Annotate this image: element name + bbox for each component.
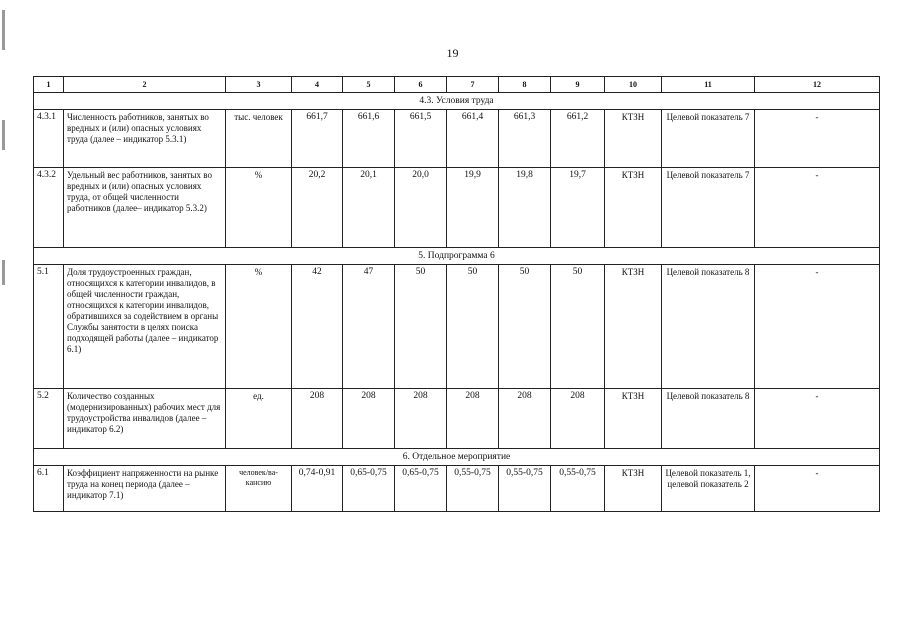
target-link: Целевой показатель 7 — [662, 168, 755, 248]
value-cell: 0,55-0,75 — [447, 466, 499, 512]
column-number: 5 — [343, 77, 395, 93]
unit: ед. — [226, 389, 292, 449]
unit: % — [226, 265, 292, 389]
section-row — [34, 93, 880, 110]
table-row — [34, 168, 880, 248]
value-cell: 0,55-0,75 — [551, 466, 605, 512]
indicator-name: Доля трудоустроенных граждан, относящихся к категории инвалидов, в общей численности граждан, относящихся к категории инвалидов, обратившихся за содействием в органы Службы занятости в целях поиска подходящей работы (далее – индикатор 6.1) — [64, 265, 226, 389]
column-number: 6 — [395, 77, 447, 93]
note: - — [755, 389, 880, 449]
column-number: 9 — [551, 77, 605, 93]
note: - — [755, 110, 880, 168]
executor: КТЗН — [605, 389, 662, 449]
section-row — [34, 449, 880, 466]
value-cell: 208 — [551, 389, 605, 449]
value-cell: 50 — [499, 265, 551, 389]
column-number: 7 — [447, 77, 499, 93]
indicator-name: Коэффициент напряженности на рынке труда на конец периода (далее – индикатор 7.1) — [64, 466, 226, 512]
row-id: 5.1 — [34, 265, 64, 389]
indicator-name: Численность работников, занятых во вредных и (или) опасных условиях труда (далее – индикатор 5.3.1) — [64, 110, 226, 168]
value-cell: 50 — [447, 265, 499, 389]
value-cell: 42 — [292, 265, 343, 389]
value-cell: 19,9 — [447, 168, 499, 248]
column-number-row — [34, 77, 880, 93]
value-cell: 661,5 — [395, 110, 447, 168]
indicators-table — [33, 76, 880, 512]
value-cell: 47 — [343, 265, 395, 389]
row-id: 6.1 — [34, 466, 64, 512]
section-title: 4.3. Условия труда — [34, 93, 880, 110]
value-cell: 661,7 — [292, 110, 343, 168]
unit: тыс. человек — [226, 110, 292, 168]
value-cell: 20,2 — [292, 168, 343, 248]
value-cell: 0,65-0,75 — [395, 466, 447, 512]
column-number: 12 — [755, 77, 880, 93]
value-cell: 661,4 — [447, 110, 499, 168]
table-row — [34, 466, 880, 512]
indicator-name: Удельный вес работников, занятых во вредных и (или) опасных условиях труда, от общей численности работников (далее– индикатор 5.3.2) — [64, 168, 226, 248]
section-title: 5. Подпрограмма 6 — [34, 248, 880, 265]
scan-margin-mark — [2, 260, 5, 285]
value-cell: 20,1 — [343, 168, 395, 248]
value-cell: 661,6 — [343, 110, 395, 168]
executor: КТЗН — [605, 168, 662, 248]
value-cell: 208 — [292, 389, 343, 449]
target-link: Целевой показатель 1, целевой показатель 2 — [662, 466, 755, 512]
value-cell: 208 — [343, 389, 395, 449]
table-row — [34, 265, 880, 389]
column-number: 4 — [292, 77, 343, 93]
value-cell: 50 — [395, 265, 447, 389]
target-link: Целевой показатель 8 — [662, 265, 755, 389]
table-row — [34, 110, 880, 168]
value-cell: 208 — [395, 389, 447, 449]
unit: % — [226, 168, 292, 248]
note: - — [755, 168, 880, 248]
value-cell: 0,65-0,75 — [343, 466, 395, 512]
indicator-name: Количество созданных (модернизированных) рабочих мест для трудоустройства инвалидов (далее – индикатор 6.2) — [64, 389, 226, 449]
target-link: Целевой показатель 8 — [662, 389, 755, 449]
column-number: 1 — [34, 77, 64, 93]
column-number: 10 — [605, 77, 662, 93]
executor: КТЗН — [605, 265, 662, 389]
executor: КТЗН — [605, 466, 662, 512]
value-cell: 208 — [447, 389, 499, 449]
column-number: 2 — [64, 77, 226, 93]
value-cell: 208 — [499, 389, 551, 449]
value-cell: 661,2 — [551, 110, 605, 168]
executor: КТЗН — [605, 110, 662, 168]
table-row — [34, 389, 880, 449]
page-number: 19 — [446, 46, 459, 60]
section-title: 6. Отдельное мероприятие — [34, 449, 880, 466]
row-id: 4.3.2 — [34, 168, 64, 248]
unit: человек/ва-кансию — [226, 466, 292, 512]
row-id: 5.2 — [34, 389, 64, 449]
column-number: 3 — [226, 77, 292, 93]
section-row — [34, 248, 880, 265]
scan-margin-mark — [2, 10, 5, 50]
value-cell: 0,74-0,91 — [292, 466, 343, 512]
row-id: 4.3.1 — [34, 110, 64, 168]
column-number: 8 — [499, 77, 551, 93]
value-cell: 661,3 — [499, 110, 551, 168]
value-cell: 0,55-0,75 — [499, 466, 551, 512]
value-cell: 20,0 — [395, 168, 447, 248]
value-cell: 50 — [551, 265, 605, 389]
scan-margin-mark — [2, 120, 5, 150]
value-cell: 19,7 — [551, 168, 605, 248]
column-number: 11 — [662, 77, 755, 93]
note: - — [755, 466, 880, 512]
note: - — [755, 265, 880, 389]
value-cell: 19,8 — [499, 168, 551, 248]
target-link: Целевой показатель 7 — [662, 110, 755, 168]
